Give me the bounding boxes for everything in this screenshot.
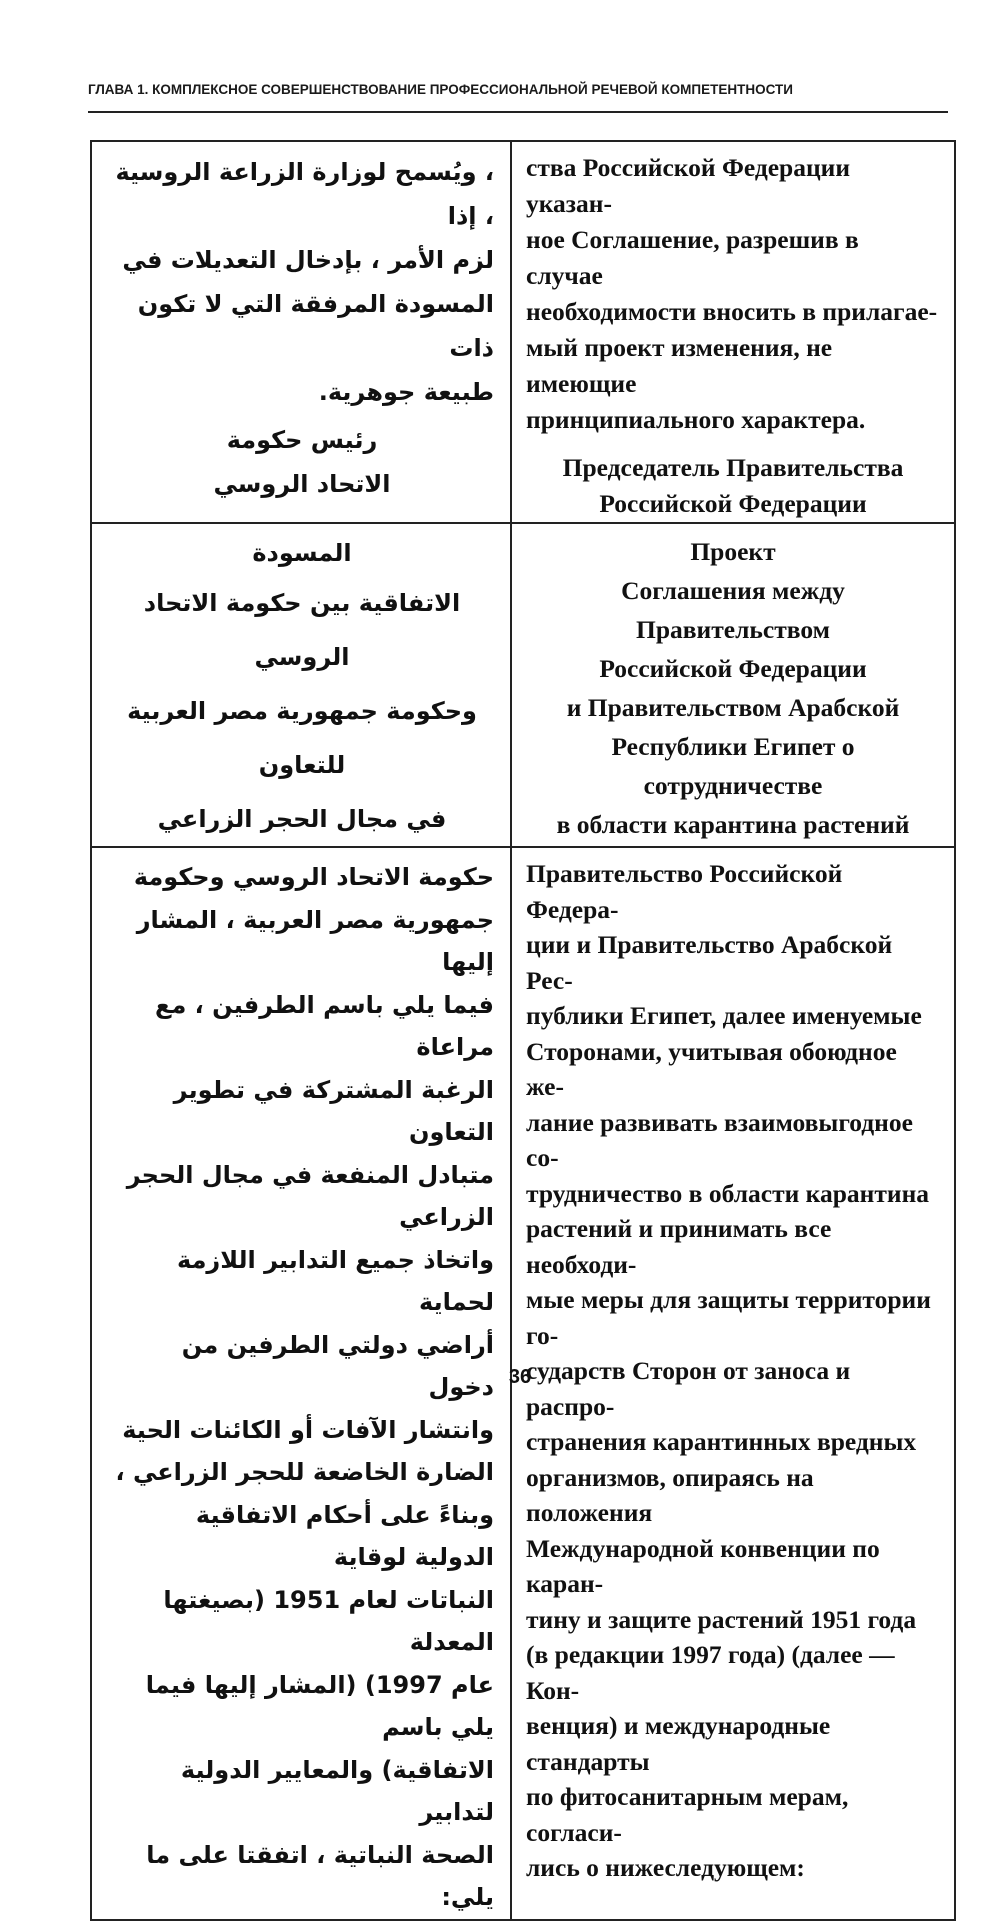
text-line: необходимости вносить в прилагае- [526,297,938,326]
text-line: ства Российской Федерации указан- [526,153,851,218]
text-line: عام 1997) (المشار إليها فيما يلي باسم [145,1670,494,1741]
text-line: المسودة المرفقة التي لا تكون ذات [137,290,494,362]
title-line: в области карантина растений [556,810,910,839]
text-line: странения карантинных вредных [526,1427,917,1456]
text-line: публики Египет, далее именуемые [526,1001,922,1030]
title-line: Республики Египет о сотрудничестве [611,732,855,800]
text-line: по фитосанитарным мерам, согласи- [526,1782,849,1847]
arabic-cell [91,523,511,847]
text-line: Международной конвенции по каран- [526,1533,880,1598]
russian-cell [511,141,955,523]
signature-line: الاتحاد الروسي [213,470,391,498]
text-line: мый проект изменения, не имеющие [526,333,833,398]
text-line: Правительство Российской Федера- [526,859,843,924]
text-line: ное Соглашение, разрешив в случае [526,225,859,290]
table-row [91,523,955,847]
russian-signature [526,450,940,522]
table-row [91,141,955,523]
text-line: وانتشار الآفات أو الكائنات الحية [122,1415,494,1444]
text-line: حكومة الاتحاد الروسي وحكومة [133,863,494,891]
text-line: организмов, опираясь на положения [526,1462,814,1527]
text-line: طبيعة جوهرية. [318,378,494,406]
title-line: Соглашения между Правительством [621,576,845,644]
draft-label: Проект [690,537,776,566]
parallel-text-table [90,140,956,1921]
text-line: فيما يلي باسم الطرفين ، مع مراعاة [155,990,494,1061]
text-line: ции и Правительство Арабской Рес- [526,930,893,995]
signature-line: رئيس حكومة [226,426,378,454]
title-line: الاتفاقية بين حكومة الاتحاد الروسي [143,589,461,671]
title-line: и Правительством Арабской [566,693,900,722]
text-line: الصحة النباتية ، اتفقتا على ما يلي: [146,1840,494,1911]
russian-title [526,532,940,844]
page-number: 36 [508,1366,532,1388]
text-line: Сторонами, учитывая обоюдное же- [526,1036,897,1101]
draft-label: المسودة [252,539,352,567]
text-line: растений и принимать все необходи- [526,1214,832,1279]
text-line: ، ويُسمح لوزارة الزراعة الروسية ، إذا [115,158,494,230]
text-line: الضارة الخاضعة للحجر الزراعي ، [115,1458,494,1486]
arabic-paragraph [110,150,494,414]
arabic-title [110,538,494,846]
text-line: النباتات لعام 1951 (بصيغتها المعدلة [163,1585,494,1656]
text-line: واتخاذ جميع التدابير اللازمة لحماية [177,1245,494,1316]
text-line: الرغبة المشتركة في تطوير التعاون [173,1075,494,1146]
text-line: венция) и международные стандарты [526,1711,831,1776]
text-line: (в редакции 1997 года) (далее — Кон- [526,1640,895,1705]
title-line: Российской Федерации [599,654,867,683]
text-line: وبناءً على أحكام الاتفاقية الدولية لوقاية [195,1500,494,1571]
text-line: тину и защите растений 1951 года [526,1604,917,1634]
text-line: трудничество в области карантина [526,1178,930,1208]
russian-paragraph [526,150,940,438]
text-line: لزم الأمر ، بإدخال التعديلات في [122,246,494,274]
arabic-signature [110,418,494,506]
title-line: وحكومة جمهورية مصر العربية للتعاون [127,697,477,779]
text-line: мые меры для защиты территории го- [526,1285,931,1350]
text-line: принципиального характера. [526,405,866,434]
running-header: ГЛАВА 1. КОМПЛЕКСНОЕ СОВЕРШЕНСТВОВАНИЕ ПРОФЕССИОНАЛЬНОЙ РЕЧЕВОЙ КОМПЕТЕНТНОСТИ [88,82,793,97]
text-line: лись о нижеследующем: [526,1853,805,1882]
russian-cell [511,523,955,847]
signature-line: Председатель Правительства [562,453,904,482]
text-line: сударств Сторон от заноса и распро- [526,1356,851,1421]
header-rule [88,111,948,113]
text-line: جمهورية مصر العربية ، المشار إليها [136,905,494,976]
text-line: متبادل المنفعة في مجال الحجر الزراعي [126,1160,494,1231]
arabic-cell [91,141,511,523]
text-line: лание развивать взаимовыгодное со- [526,1107,913,1172]
text-line: أراضي دولتي الطرفين من دخول [181,1330,494,1401]
text-line: الاتفاقية) والمعايير الدولية لتدابير [180,1755,494,1826]
title-line: في مجال الحجر الزراعي [157,805,447,833]
signature-line: Российской Федерации [599,489,867,518]
